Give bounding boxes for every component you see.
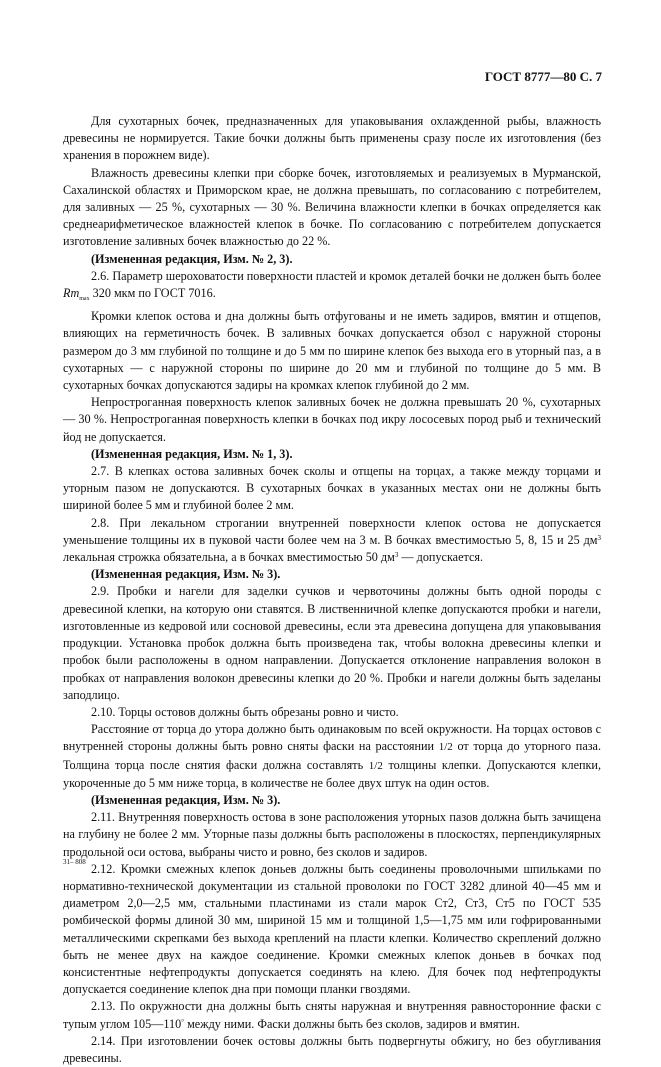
page-header: ГОСТ 8777—80 С. 7	[484, 69, 602, 84]
paragraph-2-14: 2.14. При изготовлении бочек остовы должны быть подвергнуты обжигу, но без обугливания древесины.	[63, 1033, 601, 1065]
paragraph-2-10: 2.10. Торцы остовов должны быть обрезаны ровно и чисто.	[91, 704, 399, 719]
amendment-note: (Измененная редакция, Изм. № 3).	[91, 792, 281, 807]
paragraph-2-8: 2.8. При лекальном строгании внутренней поверхности клепок остова не допускается уменьшение толщины их в пуковой части более чем на 3 м. В бочках вместимостью 5, 8, 15 и 25 $дм^3$ лекальная строжка обязательна, а в бочках вместимостью 50 $дм^3$ — допускается.	[63, 515, 601, 565]
rm-subscript: max	[79, 296, 90, 303]
paragraph-2-7: 2.7. В клепках остова заливных бочек сколы и отщепы на торцах, а также между торцами и уторным пазом не допускаются. В сухотарных бочках в указанных местах они не должны быть шириной более 5 мм и глубиной более 2 мм.	[63, 464, 601, 513]
amendment-note: (Измененная редакция, Изм. № 3).	[91, 567, 281, 582]
fraction: 1/2	[438, 741, 453, 754]
paragraph-2-9: 2.9. Пробки и нагели для заделки сучков и червоточины должны быть одной породы с древесиной клепки, на которую они ставятся. В лиственничной клепке допускаются пробки и нагели, изготовленные из кедровой или сосновой древесины, если эта древесина допущена для упаковывания продукции. Установка пробок должна быть произведена так, чтобы волокна древесины клепки и пробок были расположены в одном направлении. Допускается отклонение направления волокон в пробках от направления волокон древесины клепки до 20 %. Пробки и нагели должны быть заделаны заподлицо.	[63, 584, 601, 702]
paragraph-unplaned-surface: Непростроганная поверхность клепок заливных бочек не должна превышать 20 %, сухотарных — 30 %. Непростроганная поверхность клепки в бочках под икру лососевых пород рыб и технический йод не допускается.	[63, 395, 601, 444]
amendment-note: (Измененная редакция, Изм. № 2, 3).	[91, 251, 293, 266]
fraction: 1/2	[368, 759, 383, 772]
paragraph-wood-moisture: Влажность древесины клепки при сборке бочек, изготовляемых и реализуемых в Мурманской, Сахалинской областях и Приморском крае, не должна превышать, по согласованию с потребителем, для заливных — 25 %, сухотарных — 30 %. Величина влажности клепки в бочках определяется как среднеарифметическое влажностей клепок в бочке. По согласованию с потребителем допускается изготовление заливных бочек влажностью до 22 %.	[63, 165, 601, 249]
paragraph-dry-barrels-moisture: Для сухотарных бочек, предназначенных для упаковывания охлажденной рыбы, влажность древесины не нормируется. Такие бочки должны быть применены сразу после их изготовления (без хранения в порожнем виде).	[63, 114, 601, 163]
amendment-note: (Измененная редакция, Изм. № 1, 3).	[91, 446, 293, 461]
rm-symbol: Rm	[63, 286, 80, 301]
page-footer-code: 31– 808	[63, 858, 86, 866]
paragraph-stave-edges: Кромки клепок остова и дна должны быть отфугованы и не иметь задиров, вмятин и отщепов, влияющих на герметичность бочек. В заливных бочках допускается обзол с наружной стороны размером до 3 мм глубиной по толщине и до 5 мм по ширине клепок без выхода его в уторный паз, а в сухотарных — с наружной стороны по ширине до 20 мм и глубиной по толщине до 5 мм. В сухотарных бочках допускаются задиры на кромках клепок глубиной до 2 мм.	[63, 309, 601, 393]
paragraph-chamfer-distance: Расстояние от торца до утора должно быть одинаковым по всей окружности. На торцах остовов с внутренней стороны должны быть ровно сняты фаски на расстоянии 1/2 от торца до уторного паза. Толщина торца после снятия фаски должна составлять 1/2 толщины клепки. Допускаются клепки, укороченные до 5 мм ниже торца, в количестве не более двух штук на один остов.	[63, 722, 601, 790]
paragraph-2-13: 2.13. По окружности дна должны быть сняты наружная и внутренняя равносторонние фаски с тупым углом 105—110° между ними. Фаски должны быть без сколов, задиров и вмятин.	[63, 999, 601, 1031]
paragraph-2-6: 2.6. Параметр шероховатости поверхности пластей и кромок деталей бочки не должен быть более $Rm_{max}$ 320 мкм по ГОСТ 7016.	[63, 268, 601, 303]
document-body	[63, 113, 601, 1067]
paragraph-2-11: 2.11. Внутренняя поверхность остова в зоне расположения уторных пазов должна быть зачищена на глубину не более 2 мм. Уторные пазы должны быть расположены в плоскостях, перпендикулярных продольной оси остова, выбраны чисто и ровно, без сколов и задиров.	[63, 810, 601, 859]
paragraph-2-12: 2.12. Кромки смежных клепок доньев должны быть соединены проволочными шпильками по нормативно-технической документации из стальной проволоки по ГОСТ 3282 длиной 40—45 мм и диаметром 2,0—2,5 мм, стальными пластинами из стали марок Ст2, Ст3, Ст5 по ГОСТ 535 ромбической формы длиной 30 мм, шириной 15 мм и толщиной 1,5—1,75 мм или гофрированными металлическими скрепками без выхода креплений на пласти клепки. Количество скреплений должно быть не менее двух на каждое соединение. Кромки смежных клепок доньев в бочках под консистентные нефтепродукты допускается соединять на клею. Для бочек под нефтепродукты допускается соединение клепок дна при помощи планки гвоздями.	[63, 861, 601, 997]
